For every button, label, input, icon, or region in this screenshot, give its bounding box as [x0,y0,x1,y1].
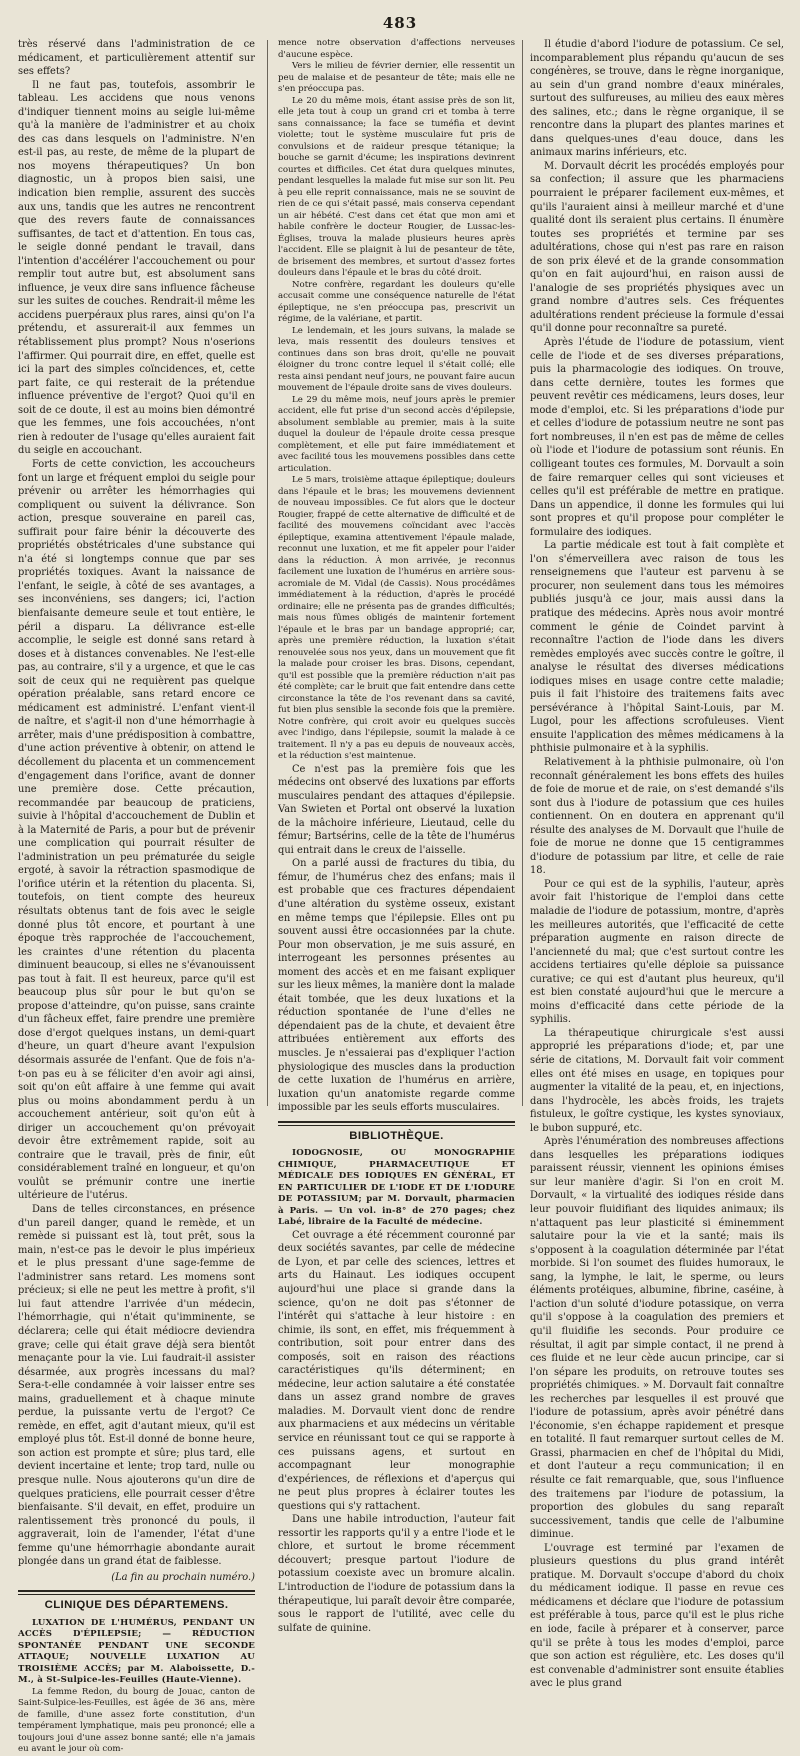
section-divider [18,1590,255,1595]
section-title-clinique: CLINIQUE DES DÉPARTEMENS. [44,1599,229,1612]
paragraph: Relativement à la phthisie pulmonaire, où l'on reconnaît généralement les bons effets des huiles de foie de morue et de raie, on s'est demandé s'ils sont dus à l'iodure de potassium que ces huiles contiennent. On en doutera en apprenant qu'il résulte des analyses de M. Dorvault que l'huile de foie de morue ne donne que 15 centigrammes d'iodure de potassium par litre, et celle de raie 18. [530,756,784,877]
paragraph: Pour ce qui est de la syphilis, l'auteur, après avoir fait l'historique de l'emploi dans cette maladie de l'iodure de potassium, montre, d'après les meilleures autorités, que l'efficacité de cette préparation augmente en raison directe de l'ancienneté du mal; que c'est surtout contre les accidens tertiaires qu'elle déploie sa puissance curative; ce qui est d'autant plus heureux, qu'il est bien constaté aujourd'hui que le mercure a moins d'efficacité dans cette période de la syphilis. [530,878,784,1026]
paragraph: Ce n'est pas la première fois que les médecins ont observé des luxations par efforts musculaires pendant des attaques d'épilepsie. Van Swieten et Portal ont observé la luxation de la mâchoire inférieure, Lieutaud, celle du fémur; Bartsérins, celle de la tête de l'humérus qui entrait dans le creux de l'aisselle. [278,763,515,856]
review-paragraph: Dans une habile introduction, l'auteur fait ressortir les rapports qu'il y a entre l'iode et le chlore, et surtout le brome récemment découvert; presque partout l'iodure de potassium coexiste avec un bromure alcalin. L'introduction de l'iodure de potassium dans la thérapeutique, lui paraît devoir être comparée, sous le rapport de l'utilité, avec celle du sulfate de quinine. [278,1514,515,1634]
case-paragraph: Le 5 mars, troisième attaque épileptique; douleurs dans l'épaule et le bras; les mouvemens deviennent de nouveau impossibles. Ce fut alors que le docteur Rougier, frappé de cette alternative de difficulté et de facilité des mouvemens coïncidant avec l'accès épileptique, examina attentivement l'épaule malade, reconnut une luxation, et me fit appeler pour l'aider dans la réduction. À mon arrivée, je reconnus facilement une luxation de l'humérus en arrière sous-acromiale de M. Vidal (de Cassis). Nous procédâmes immédiatement à la réduction, d'après le procédé ordinaire; elle ne présenta pas de grandes difficultés; mais nous fûmes obligés de maintenir fortement l'épaule et le bras par un bandage approprié; car, après une première réduction, la luxation s'était renouvelée sous nos yeux, dans un mouvement que fit la malade pour croiser les bras. Disons, cependant, qu'il est possible que la première réduction n'ait pas été complète; car le bruit que fait entendre dans cette circonstance la tête de l'os revenant dans sa cavité, fut bien plus sensible la seconde fois que la première. Notre confrère, qui croit avoir eu quelques succès avec l'indigo, dans l'épilepsie, soumit la malade à ce traitement. Il n'y a pas eu depuis de nouveaux accès, et la réduction s'est maintenue. [278,475,515,761]
section-divider [278,1121,515,1126]
case-paragraph: Vers le milieu de février dernier, elle ressentit un peu de malaise et de pesanteur de tête; mais elle ne s'en préoccupa pas. [278,61,515,94]
book-title: IODOGNOSIE, OU MONOGRAPHIE CHIMIQUE, PHARMACEUTIQUE ET MÉDICALE DES IODIQUES EN GÉNÉRAL, ET EN PARTICULIER DE L'IODE ET DE L'IODURE DE POTASSIUM; par M. Dorvault, pharmacien à Paris. — Un vol. in-8° de 270 pages; chez Labé, libraire de la Faculté de médecine. [278,1148,515,1228]
paragraph: Après l'énumération des nombreuses affections dans lesquelles les préparations iodiques paraissent réussir, viennent les opinions émises sur leur manière d'agir. Si l'on en croit M. Dorvault, « la virtualité des iodiques réside dans leur pouvoir fluidifiant des liquides animaux; ils n'attaquent pas leur plasticité si éminemment salutaire pour la vie et la santé; mais ils s'opposent à la coagulation déterminée par l'état morbide. Si l'on soumet des fluides humoraux, le sang, la lymphe, le lait, le sperme, ou leurs éléments protéiques, albumine, fibrine, caséine, à l'action d'un soluté d'iodure potassique, on verra qu'il s'oppose à la coagulation des premiers et qu'il fluidifie les seconds. Pour produire ce résultat, il agit par simple contact, il ne prend à ces fluide et ne leur cède aucun principe, car si l'on sépare les produits, on retrouve toutes ses propriétés chimiques. » M. Dorvault fait connaître les recherches par lesquelles il est prouvé que l'iodure de potassium, après avoir pénétré dans l'économie, s'en échappe rapidement et presque en totalité. Il faut remarquer surtout celles de M. Grassi, pharmacien en chef de l'hôpital du Midi, et dont l'auteur a reçu communication; il en résulte ce fait remarquable, que, sous l'influence des traitemens par l'iodure de potassium, la proportion des globules du sang reparaît successivement, tandis que celle de l'albumine diminue. [530,1136,784,1541]
paragraph: Dans de telles circonstances, en présence d'un pareil danger, quand le remède, et un remède si puissant est là, tout prêt, sous la main, n'est-ce pas le devoir le plus impérieux et le plus pressant d'une sage-femme de l'administrer sans retard. Les momens sont précieux; si elle ne peut les mettre à profit, s'il lui faut attendre l'arrivée d'un médecin, l'hémorrhagie, qui n'était qu'imminente, se déclarera; celle qui était médiocre deviendra grave; celle qui était grave déjà sera bientôt menaçante pour la vie. Lui faudrait-il assister désarmée, aux progrès incessans du mal? Sera-t-elle condamnée à voir laisser entre ses mains, graduellement et à chaque minute perdue, la puissante vertu de l'ergot? Ce remède, en effet, agit d'autant mieux, qu'il est employé plus tôt. Est-il donné de bonne heure, son action est prompte et sûre; plus tard, elle devient incertaine et lente; trop tard, nulle ou presque nulle. Nous ajouterons qu'un dire de quelques praticiens, elle pourrait cesser d'être bienfaisante. S'il devait, en effet, produire un ralentissement très prononcé du pouls, il aggraverait, loin de l'amender, l'état d'une femme qu'une hémorrhagie abondante aurait plongée dans un grand état de faiblesse. [18,1204,255,1568]
column-divider [522,40,523,1106]
review-paragraph: Cet ouvrage a été récemment couronné par deux sociétés savantes, par celle de médecine de Lyon, et par celle des sciences, lettres et arts du Hainaut. Les iodiques occupent aujourd'hui une place si grande dans la science, qu'on ne doit pas s'étonner de l'intérêt qui s'attache à leur histoire : en chimie, ils sont, en effet, mis fréquemment à contribution, soit pour entrer dans des composés, soit en raison des réactions caractéristiques qu'ils déterminent; en médecine, leur action salutaire a été constatée dans un assez grand nombre de graves maladies. M. Dorvault vient donc de rendre aux pharmaciens et aux médecins un véritable service en réunissant tout ce qui se rapporte à ces puissans agens, et surtout en accompagnant leur monographie d'expériences, de réflexions et d'aperçus qui ne peut plus propres à éclairer toutes les questions qui s'y rattachent. [278,1229,515,1512]
paragraph: Il étudie d'abord l'iodure de potassium. Ce sel, incomparablement plus répandu qu'aucun de ses congénères, se trouve, dans le règne inorganique, au sein d'un grand nombre d'eaux minérales, surtout des sulfureuses, au milieu des eaux mères des salines, etc.; dans le règne organique, il se rencontre dans la plupart des plantes marines et dans quelques-unes d'eau douce, dans les animaux marins inférieurs, etc. [530,39,784,159]
column-right [530,38,784,1690]
paragraph: La partie médicale est tout à fait complète et l'on s'émerveillera avec raison de tous les renseignemens que l'auteur est parvenu à se procurer, non seulement dans tous les mémoires publiés jusqu'à ce jour, mais aussi dans la pratique des médecins. Après nous avoir montré comment le génie de Coindet parvint à reconnaître l'action de l'iode dans les divers remèdes employés avec succès contre le goître, il analyse le résultat des diverses médications iodiques mises en usage contre cette maladie; puis il fait l'histoire des traitemens faits avec persévérance à l'hôpital Saint-Louis, par M. Lugol, pour les affections scrofuleuses. Vient ensuite l'application des mêmes médicamens à la phthisie pulmonaire et à la syphilis. [530,540,784,755]
page-number: 483 [382,14,418,32]
case-paragraph: mence notre observation d'affections nerveuses d'aucune espèce. [278,38,515,60]
paragraph: M. Dorvault décrit les procédés employés pour sa confection; il assure que les pharmaciens pourraient le préparer facilement eux-mêmes, et qu'ils l'auraient ainsi à meilleur marché et d'une qualité dont ils seraient plus certains. Il énumère toutes ses propriétés et termine par ses adultérations, chose qui n'est pas rare en raison de son prix élevé et de la grande consommation qu'on en fait aujourd'hui, en raison aussi de l'analogie de ses propriétés physiques avec un grand nombre d'autres sels. Ces fréquentes adultérations rendent précieuse la formule d'essai qu'il donne pour reconnaître sa pureté. [530,160,784,335]
section-title-bibliotheque: BIBLIOTHÈQUE. [349,1129,444,1142]
paragraph: très réservé dans l'administration de ce médicament, et particulièrement attentif sur ses effets? [18,39,255,78]
column-middle [278,38,515,1634]
case-paragraph: Le lendemain, et les jours suivans, la malade se leva, mais ressentit des douleurs tensives et continues dans son bras droit, qu'elle ne pouvait éloigner du tronc contre lequel il s'était collé; elle resta ainsi pendant neuf jours, ne pouvant faire aucun mouvement de l'épaule droite sans de vives douleurs. [278,325,515,393]
column-left [18,38,255,1755]
case-paragraph: Le 29 du même mois, neuf jours après le premier accident, elle fut prise d'un second accès d'épilepsie, absolument semblable au premier, mais à la suite duquel la douleur de l'épaule droite cessa presque complètement, et elle put faire immédiatement et avec facilité tous les mouvemens possibles dans cette articulation. [278,394,515,474]
case-title: LUXATION DE L'HUMÉRUS, PENDANT UN ACCÈS D'ÉPILEPSIE; — RÉDUCTION SPONTANÉE PENDANT UNE SECONDE ATTAQUE; NOUVELLE LUXATION AU TROISIÈME ACCÈS; par M. Alaboissette, D.-M., à St-Sulpice-les-Feuilles (Haute-Vienne). [18,1617,255,1686]
case-intro: La femme Redon, du bourg de Jouac, canton de Saint-Sulpice-les-Feuilles, est âgée de 36 ans, mère de famille, d'une assez forte constitution, d'un tempérament lymphatique, mais peu prononcé; elle a toujours joui d'une assez bonne santé; elle n'a jamais eu avant le jour où com- [18,1686,255,1755]
paragraph: La thérapeutique chirurgicale s'est aussi approprié les préparations d'iode; et, par une série de citations, M. Dorvault fait voir comment elles ont été mises en usage, en topiques pour augmenter la vitalité de la peau, et, en injections, dans l'hydrocèle, les abcès froids, les trajets fistuleux, le goître cystique, les kystes synoviaux, le bubon suppuré, etc. [530,1027,784,1134]
paragraph: L'ouvrage est terminé par l'examen de plusieurs questions du plus grand intérêt pratique. M. Dorvault s'occupe d'abord du choix du médicament iodique. Il passe en revue ces médicamens et déclare que l'iodure de potassium est préférable à tous, parce qu'il est le plus riche en iode, facile à préparer et à conserver, parce qu'il se prête à tous les modes d'emploi, parce que son action est régulière, etc. Les doses qu'il est convenable d'administrer sont ensuite établies avec le plus grand [530,1542,784,1690]
paragraph: Forts de cette conviction, les accoucheurs font un large et fréquent emploi du seigle pour prévenir ou arrêter les hémorrhagies qui compliquent ou suivent la délivrance. Son action, presque souveraine en pareil cas, suffirait pour faire bénir la découverte des propriétés obstétricales d'une substance qui n'a été si longtemps connue que par ses propriétés toxiques. Avant la naissance de l'enfant, le seigle, à côté de ses avantages, a ses inconvéniens, ses dangers; ici, l'action bienfaisante demeure seule et tout entière, le péril a disparu. La délivrance est-elle accomplie, le seigle est donné sans retard à doses et à distances convenables. Ne l'est-elle pas, au contraire, s'il y a urgence, et que le cas soit de ceux qui ne requièrent pas quelque opération préalable, sans retard encore ce médicament est administré. L'enfant vient-il de naître, et s'agit-il non d'une hémorrhagie à arrêter, mais d'une prédisposition à combattre, d'une action préventive à obtenir, on attend le décollement du placenta et un commencement d'engagement dans l'orifice, avant de donner une première dose. Cette précaution, recommandée par beaucoup de praticiens, suivie à l'hôpital d'accouchement de Dublin et à la Maternité de Paris, a pour but de prévenir une complication qui pourrait résulter de l'administration un peu prématurée du seigle ergoté, à savoir la rétraction spasmodique de l'orifice utérin et la rétention du placenta. Si, toutefois, on tient compte des heureux résultats obtenus tant de fois avec le seigle donné plus tôt encore, et pourtant à une époque très rapprochée de l'accouchement, les craintes d'une rétention du placenta diminuent beaucoup, si elles ne s'évanouissent pas tout à fait. Il est heureux, parce qu'il est beaucoup plus sûr pour le but qu'on se propose d'atteindre, qu'on puisse, sans crainte d'un fâcheux effet, faire prendre une première dose d'ergot quelques instans, un demi-quart d'heure, un quart d'heure avant l'expulsion désormais assurée de l'enfant. Que de fois n'a-t-on pas eu à se féliciter d'en avoir agi ainsi, soit qu'on eût affaire à une femme qui avait plus ou moins abondamment perdu à un accouchement antérieur, soit qu'on eût à diriger un accouchement qu'on prévoyait devoir être extrêmement rapide, soit au contraire que le travail, près de finir, eût considérablement traîné en longueur, et qu'on voulût se prémunir contre une inertie ultérieure de l'utérus. [18,458,255,1202]
paragraph: On a parlé aussi de fractures du tibia, du fémur, de l'humérus chez des enfans; mais il est probable que ces fractures dépendaient d'une altération du système osseux, existant en même temps que l'épilepsie. Elles ont pu souvent aussi être occasionnées par la chute. Pour mon observation, je me suis assuré, en interrogeant les personnes présentes au moment des accès et en me faisant expliquer sur les lieux mêmes, la manière dont la malade était tombée, que les deux luxations et la réduction spontanée de l'une d'elles ne dépendaient pas de la chute, et devaient être attribuées entièrement aux efforts des muscles. Je n'essaierai pas d'expliquer l'action physiologique des muscles dans la production de cette luxation de l'humérus en arrière, luxation qu'un anatomiste regarde comme impossible par les seuls efforts musculaires. [278,858,515,1114]
paragraph: Après l'étude de l'iodure de potassium, vient celle de l'iode et de ses diverses préparations, puis la pharmacologie des iodiques. On trouve, dans cette dernière, toutes les formes que peuvent revêtir ces médicamens, leurs doses, leur mode d'emploi, etc. Si les préparations d'iode pur et celles d'iodure de potassium neutre ne sont pas fort nombreuses, il n'en est pas de même de celles où l'iode et l'iodure de potassium sont réunis. En colligeant toutes ces formules, M. Dorvault a soin de faire remarquer celles qui sont vicieuses et celles qu'il est préférable de mettre en pratique. Dans un appendice, il donne les formules qui lui sont propres et qu'il propose pour compléter le formulaire des iodiques. [530,337,784,538]
paragraph: Il ne faut pas, toutefois, assombrir le tableau. Les accidens que nous venons d'indiquer tiennent moins au seigle lui-même qu'à la manière de l'administrer et au choix des cas dans lesquels on l'administre. N'en est-il pas, au reste, de même de la plupart de nos moyens thérapeutiques? Un bon diagnostic, un à propos bien saisi, une indication bien remplie, assurent des succès aux uns, tandis que les autres ne rencontrent que des revers faute de connaissances suffisantes, de tact et d'attention. En tous cas, le seigle donné pendant le travail, dans l'intention d'accélérer l'accouchement ou pour remplir tout autre but, est absolument sans influence, je veux dire sans influence fâcheuse sur les suites de couches. Rendrait-il même les accidens puerpéraux plus rares, ainsi qu'on l'a prétendu, et assurerait-il aux femmes un rétablissement plus prompt? Nous n'oserions l'affirmer. Qui pourrait dire, en effet, quelle est ici la part des simples coïncidences, et, cette part faite, ce qui resterait de la prétendue influence préventive de l'ergot? Quoi qu'il en soit de ce doute, il est au moins bien démontré que les femmes, une fois accouchées, n'ont rien à redouter de l'usage qu'elles auraient fait du seigle en accouchant. [18,79,255,457]
case-paragraph: Le 20 du même mois, étant assise près de son lit, elle jeta tout à coup un grand cri et tomba à terre sans connaissance; la face se tuméfia et devint violette; tout le système musculaire fut pris de convulsions et de raideur presque tétanique; la bouche se garnit d'écume; les inspirations devinrent courtes et difficiles. Cet état dura quelques minutes, pendant lesquelles la malade fut mise sur son lit. Peu à peu elle reprit connaissance, mais ne se souvint de rien de ce qui s'était passé, mais conserva cependant un air hébété. C'est dans cet état que mon ami et habile confrère le docteur Rougier, de Lussac-les-Églises, trouva la malade plusieurs heures après l'accident. Elle se plaignit à lui de pesanteur de tête, de brisement des membres, et surtout d'assez fortes douleurs dans l'épaule et le bras du côté droit. [278,95,515,278]
continuation-note: (La fin au prochain numéro.) [111,1571,255,1583]
column-divider [267,40,268,1106]
case-paragraph: Notre confrère, regardant les douleurs qu'elle accusait comme une conséquence naturelle de l'état épileptique, ne s'en préoccupa pas, prescrivit un régime, de la valériane, et partit. [278,279,515,324]
